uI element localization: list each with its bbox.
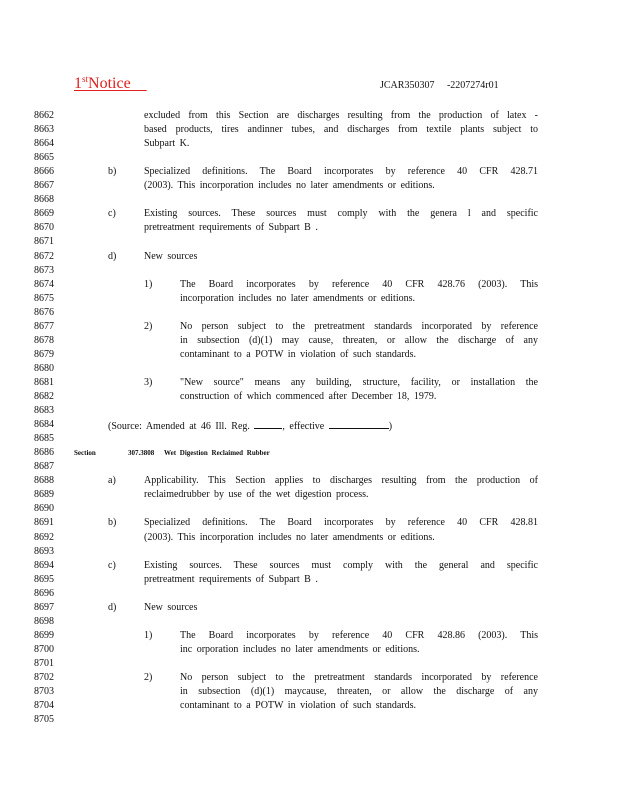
- item-label: d): [108, 250, 117, 262]
- document-line: [34, 517, 584, 529]
- line-number: 8704: [34, 700, 54, 712]
- line-number: 8683: [34, 405, 54, 417]
- document-line: [34, 447, 584, 459]
- section-word: Section: [74, 449, 96, 458]
- line-number: 8670: [34, 222, 54, 234]
- line-number: 8701: [34, 657, 54, 669]
- document-line: [34, 574, 584, 586]
- line-number: 8703: [34, 686, 54, 698]
- document-line: [34, 714, 584, 726]
- document-line: [34, 588, 584, 600]
- item-label: a): [108, 475, 116, 487]
- line-text: No person subject to the pretreatment standards incorporated by reference: [180, 320, 538, 332]
- document-line: [34, 180, 584, 192]
- document-line: [34, 222, 584, 234]
- document-line: [34, 433, 584, 445]
- document-line: [34, 251, 584, 263]
- line-text: No person subject to the pretreatment standards incorporated by reference: [180, 672, 538, 683]
- document-line: [34, 349, 584, 361]
- section-number: 307.3808: [128, 449, 155, 458]
- item-label: c): [108, 559, 116, 571]
- line-number: 8668: [34, 194, 54, 206]
- document-line: [34, 546, 584, 558]
- document-line: [34, 489, 584, 501]
- document-line: [34, 532, 584, 544]
- line-number: 8695: [34, 573, 54, 585]
- line-text: Specialized definitions. The Board incorporates by reference 40 CFR 428.71: [144, 166, 538, 178]
- line-number: 8666: [34, 166, 54, 178]
- line-text: contaminant to a POTW in violation of such standards.: [180, 348, 417, 360]
- line-text: in subsection (d)(1) maycause, threaten, or allow the discharge of any: [180, 686, 538, 698]
- document-line: [34, 110, 584, 122]
- item-label: b): [108, 166, 117, 178]
- line-number: 8674: [34, 278, 54, 290]
- line-text: incorporation includes no later amendments or editions.: [180, 292, 415, 304]
- line-text: New sources: [144, 601, 198, 613]
- line-number: 8680: [34, 362, 54, 374]
- line-text: New sources: [144, 250, 198, 262]
- document-line: [34, 307, 584, 319]
- line-number: 8678: [34, 334, 54, 346]
- line-text: Existing sources. These sources must comply with the general and specific: [144, 559, 538, 571]
- line-number: 8672: [34, 250, 54, 262]
- line-number: 8699: [34, 629, 54, 641]
- document-line: [34, 208, 584, 220]
- line-text: Applicability. This Section applies to discharges resulting from the production of: [144, 475, 538, 487]
- line-text: "New source" means any building, structure, facility, or installation the: [180, 376, 538, 388]
- source-note: [108, 419, 392, 433]
- line-text: The Board incorporates by reference 40 CFR 428.86 (2003). This: [180, 629, 538, 641]
- line-text: Subpart K.: [144, 138, 190, 150]
- document-line: [34, 616, 584, 628]
- subitem-label: 3): [144, 376, 153, 388]
- line-number: 8677: [34, 320, 54, 332]
- source-text-c: ): [388, 421, 393, 433]
- line-number: 8691: [34, 517, 54, 529]
- line-number: 8693: [34, 545, 54, 557]
- document-line: [34, 602, 584, 614]
- line-number: 8702: [34, 672, 54, 683]
- line-number: 8705: [34, 714, 54, 726]
- document-line: [34, 503, 584, 515]
- document-line: [34, 335, 584, 347]
- section-title: Wet Digestion Reclaimed Rubber: [164, 449, 270, 458]
- source-text-a: (Source: Amended at 46 Ill. Reg.: [108, 421, 255, 433]
- document-line: [34, 363, 584, 375]
- item-label: c): [108, 208, 116, 220]
- line-text: contaminant to a POTW in violation of such standards.: [180, 700, 417, 712]
- document-line: [34, 321, 584, 333]
- document-line: [34, 377, 584, 389]
- line-number: 8673: [34, 264, 54, 276]
- line-text: based products, tires andinner tubes, and discharges from textile plants subject to: [144, 124, 538, 136]
- line-number: 8682: [34, 391, 54, 402]
- document-line: [34, 293, 584, 305]
- line-text: (2003). This incorporation includes no later amendments or editions.: [144, 180, 435, 192]
- line-number: 8664: [34, 138, 54, 150]
- line-number: 8688: [34, 475, 54, 487]
- document-line: [34, 658, 584, 670]
- line-number: 8676: [34, 306, 54, 318]
- line-number: 8700: [34, 643, 54, 655]
- subitem-label: 2): [144, 672, 153, 683]
- document-line: [34, 279, 584, 291]
- document-line: [34, 236, 584, 248]
- line-text: inc orporation includes no later amendments or editions.: [180, 643, 420, 655]
- line-text: Existing sources. These sources must comply with the genera l and specific: [144, 208, 538, 220]
- document-line: [34, 644, 584, 656]
- line-number: 8681: [34, 376, 54, 388]
- line-text: excluded from this Section are discharges resulting from the production of latex -: [144, 110, 538, 121]
- document-line: [34, 405, 584, 417]
- notice-word: Notice: [88, 75, 131, 92]
- item-label: b): [108, 517, 117, 529]
- document-line: [34, 475, 584, 487]
- document-line: [34, 560, 584, 572]
- line-number: 8669: [34, 208, 54, 220]
- line-text: pretreatment requirements of Subpart B .: [144, 222, 318, 234]
- document-line: [34, 419, 584, 431]
- line-number: 8686: [34, 447, 54, 459]
- document-line: [34, 461, 584, 473]
- line-number: 8694: [34, 559, 54, 571]
- page-header: [74, 74, 534, 94]
- line-number: 8692: [34, 531, 54, 543]
- line-number: 8663: [34, 124, 54, 136]
- line-number: 8690: [34, 503, 54, 515]
- subitem-label: 1): [144, 278, 153, 290]
- document-line: [34, 265, 584, 277]
- line-number: 8679: [34, 348, 54, 360]
- document-line: [34, 166, 584, 178]
- notice-prefix: 1: [74, 75, 82, 92]
- line-text: (2003). This incorporation includes no later amendments or editions.: [144, 531, 435, 543]
- line-number: 8697: [34, 601, 54, 613]
- item-label: d): [108, 601, 117, 613]
- line-text: reclaimedrubber by use of the wet digestion process.: [144, 489, 369, 501]
- document-line: [34, 630, 584, 642]
- document-line: [34, 152, 584, 164]
- line-text: pretreatment requirements of Subpart B .: [144, 573, 318, 585]
- source-text-b: , effective: [282, 421, 329, 433]
- line-number: 8662: [34, 110, 54, 121]
- line-number: 8698: [34, 615, 54, 627]
- line-text: in subsection (d)(1) may cause, threaten, or allow the discharge of any: [180, 334, 538, 346]
- document-line: [34, 391, 584, 403]
- document-line: [34, 124, 584, 136]
- first-notice-title: [74, 74, 147, 93]
- document-line: [34, 194, 584, 206]
- document-line: [34, 138, 584, 150]
- notice-superscript: st: [82, 74, 89, 84]
- line-number: 8671: [34, 236, 54, 248]
- line-number: 8675: [34, 292, 54, 304]
- line-number: 8696: [34, 587, 54, 599]
- document-line: [34, 700, 584, 712]
- line-number: 8689: [34, 489, 54, 501]
- document-line: [34, 672, 584, 684]
- effective-date-blank: [329, 419, 389, 429]
- register-page-blank: [254, 419, 282, 429]
- line-number: 8687: [34, 461, 54, 473]
- line-number: 8685: [34, 433, 54, 445]
- line-text: The Board incorporates by reference 40 CFR 428.76 (2003). This: [180, 278, 538, 290]
- line-number: 8684: [34, 419, 54, 431]
- subitem-label: 1): [144, 629, 153, 641]
- line-text: Specialized definitions. The Board incorporates by reference 40 CFR 428.81: [144, 517, 538, 529]
- document-line: [34, 686, 584, 698]
- line-text: construction of which commenced after December 18, 1979.: [180, 391, 437, 402]
- document-id: JCAR350307 -2207274r01: [380, 80, 499, 91]
- line-number: 8667: [34, 180, 54, 192]
- line-number: 8665: [34, 152, 54, 164]
- subitem-label: 2): [144, 320, 153, 332]
